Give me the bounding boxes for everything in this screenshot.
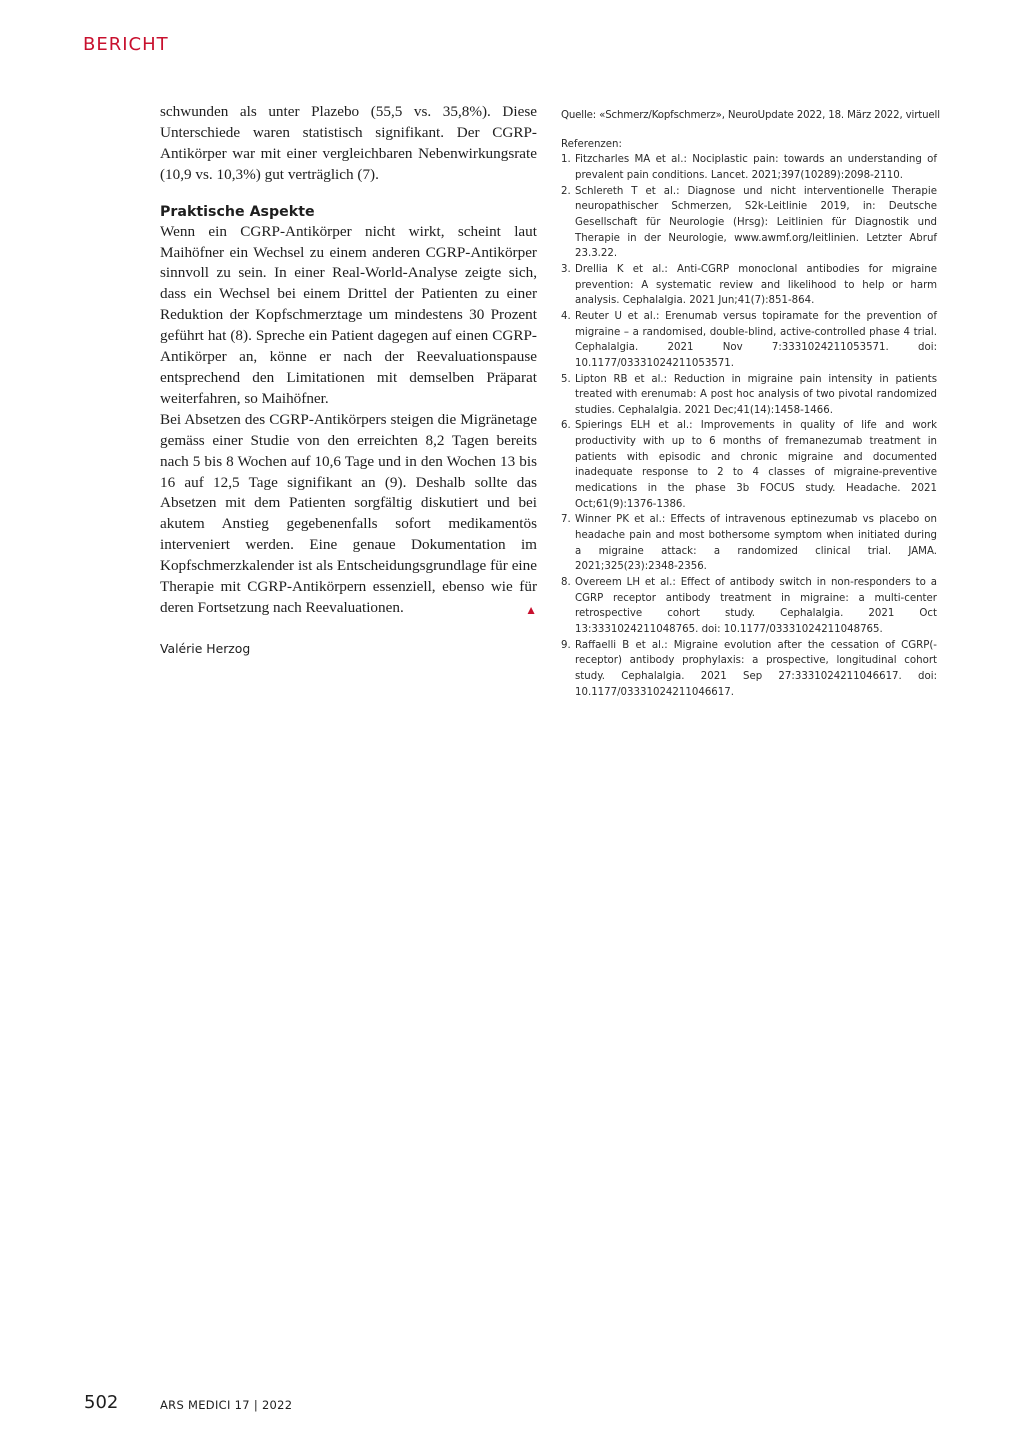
reference-item: [561, 638, 937, 701]
reference-item: [561, 418, 937, 512]
page-number: 502: [84, 1392, 119, 1413]
article-paragraph: schwunden als unter Plazebo (55,5 vs. 35,8%). Diese Unterschiede waren statistisch signifikant. Der CGRP-Antikörper war mit einer vergleichbaren Nebenwirkungsrate (10,9 vs. 10,3%) gut verträglich (7).: [160, 103, 537, 183]
reference-text: Raffaelli B et al.: Migraine evolution after the cessation of CGRP(-receptor) antibody prophylaxis: a prospective, longitudinal cohort study. Cephalalgia. 2021 Sep 27:3331024211046617. doi: 10.1177/03331024211046617.: [575, 639, 937, 698]
reference-item: [561, 309, 937, 372]
reference-number: 7.: [561, 514, 571, 526]
reference-text: Overeem LH et al.: Effect of antibody switch in non-responders to a CGRP receptor antibody treatment in migraine: a multi-center retrospective cohort study. Cephalalgia. 2021 Oct 13:3331024211048765. doi: 10.1177/03331024211048765.: [575, 577, 937, 635]
reference-text: Reuter U et al.: Erenumab versus topiramate for the prevention of migraine – a randomised, double-blind, active-controlled phase 4 trial. Cephalalgia. 2021 Nov 7:3331024211053571. doi: 10.1177/03331024211053571.: [575, 310, 937, 369]
end-of-article-icon: ▲: [525, 602, 537, 617]
article-paragraph: [160, 410, 537, 619]
reference-item: [561, 152, 937, 183]
reference-item: [561, 184, 937, 262]
reference-number: 8.: [561, 577, 571, 589]
reference-number: 4.: [561, 310, 571, 322]
section-heading: Praktische Aspekte: [160, 203, 315, 220]
references-heading: Referenzen:: [561, 138, 622, 150]
reference-number: 9.: [561, 639, 571, 651]
reference-list: [561, 152, 937, 700]
journal-issue: ARS MEDICI 17 | 2022: [160, 1398, 293, 1412]
reference-number: 2.: [561, 185, 571, 197]
reference-number: 6.: [561, 420, 571, 432]
reference-number: 1.: [561, 154, 571, 166]
reference-number: 3.: [561, 263, 571, 275]
reference-number: 5.: [561, 373, 571, 385]
article-paragraph-text: Bei Absetzen des CGRP-Antikörpers steigen die Migränetage gemäss einer Studie von den erreichten 8,2 Tagen bereits nach 5 bis 8 Wochen auf 10,6 Tage und in den Wochen 13 bis 16 auf 12,5 Tage signifikant an (9). Deshalb sollte das Absetzen mit dem Patienten sorgfältig diskutiert und bei akutem Anstieg gegebenenfalls sofort medikamentös interveniert werden. Eine genaue Dokumentation im Kopfschmerzkalender ist als Entscheidungsgrundlage für eine Therapie mit CGRP-Antikörpern essenziell, ebenso wie für deren Fortsetzung nach Reevaluationen.: [160, 410, 537, 616]
reference-sidebar: [561, 108, 940, 700]
article-paragraph: Wenn ein CGRP-Antikörper nicht wirkt, scheint laut Maihöfner ein Wechsel zu einem anderen CGRP-Antikörper sinnvoll zu sein. In einer Real-World-Analyse zeigte sich, dass ein Wechsel bei einem Drittel der Patienten zu einer Reduktion der Kopfschmerztage um mindestens 30 Prozent geführt hat (8). Spreche ein Patient dagegen auf einen CGRP-Antikörper an, könne er nach der Reevaluationspause entsprechend den Limitationen mit demselben Präparat weiterfahren, so Maihöfner.: [160, 222, 537, 407]
reference-text: Lipton RB et al.: Reduction in migraine pain intensity in patients treated with erenumab: A post hoc analysis of two pivotal randomized studies. Cephalalgia. 2021 Dec;41(14):1458-1466.: [575, 373, 937, 416]
article-body: [160, 102, 537, 660]
author-name: Valérie Herzog: [160, 640, 251, 656]
source-note: Quelle: «Schmerz/Kopfschmerz», NeuroUpdate 2022, 18. März 2022, virtuell: [561, 110, 940, 121]
reference-item: [561, 262, 937, 309]
reference-text: Winner PK et al.: Effects of intravenous eptinezumab vs placebo on headache pain and most bothersome symptom when initiated during a migraine attack: a randomized clinical trial. JAMA. 2021;325(23):2348-2356.: [575, 514, 937, 573]
reference-text: Drellia K et al.: Anti-CGRP monoclonal antibodies for migraine prevention: A systematic review and likelihood to help or harm analysis. Cephalalgia. 2021 Jun;41(7):851-864.: [575, 263, 937, 307]
reference-item: [561, 575, 937, 638]
reference-text: Schlereth T et al.: Diagnose und nicht interventionelle Therapie neuropathischer Schmerzen, S2k-Leitlinie 2019, in: Deutsche Gesellschaft für Neurologie (Hrsg): Leitlinien für Diagnostik und Therapie in der Neurologie, www.awmf.org/leitlinien. Letzter Abruf 23.3.22.: [575, 185, 937, 260]
section-rubric: BERICHT: [83, 34, 169, 55]
reference-item: [561, 512, 937, 575]
reference-text: Fitzcharles MA et al.: Nociplastic pain: towards an understanding of prevalent pain conditions. Lancet. 2021;397(10289):2098-2110.: [575, 154, 937, 181]
reference-text: Spierings ELH et al.: Improvements in quality of life and work productivity with up to 6 months of fremanezumab treatment in patients with episodic and chronic migraine and documented inadequate response to 2 to 4 classes of migraine-preventive medications in the phase 3b FOCUS study. Headache. 2021 Oct;61(9):1376-1386.: [575, 420, 937, 510]
reference-item: [561, 372, 937, 419]
